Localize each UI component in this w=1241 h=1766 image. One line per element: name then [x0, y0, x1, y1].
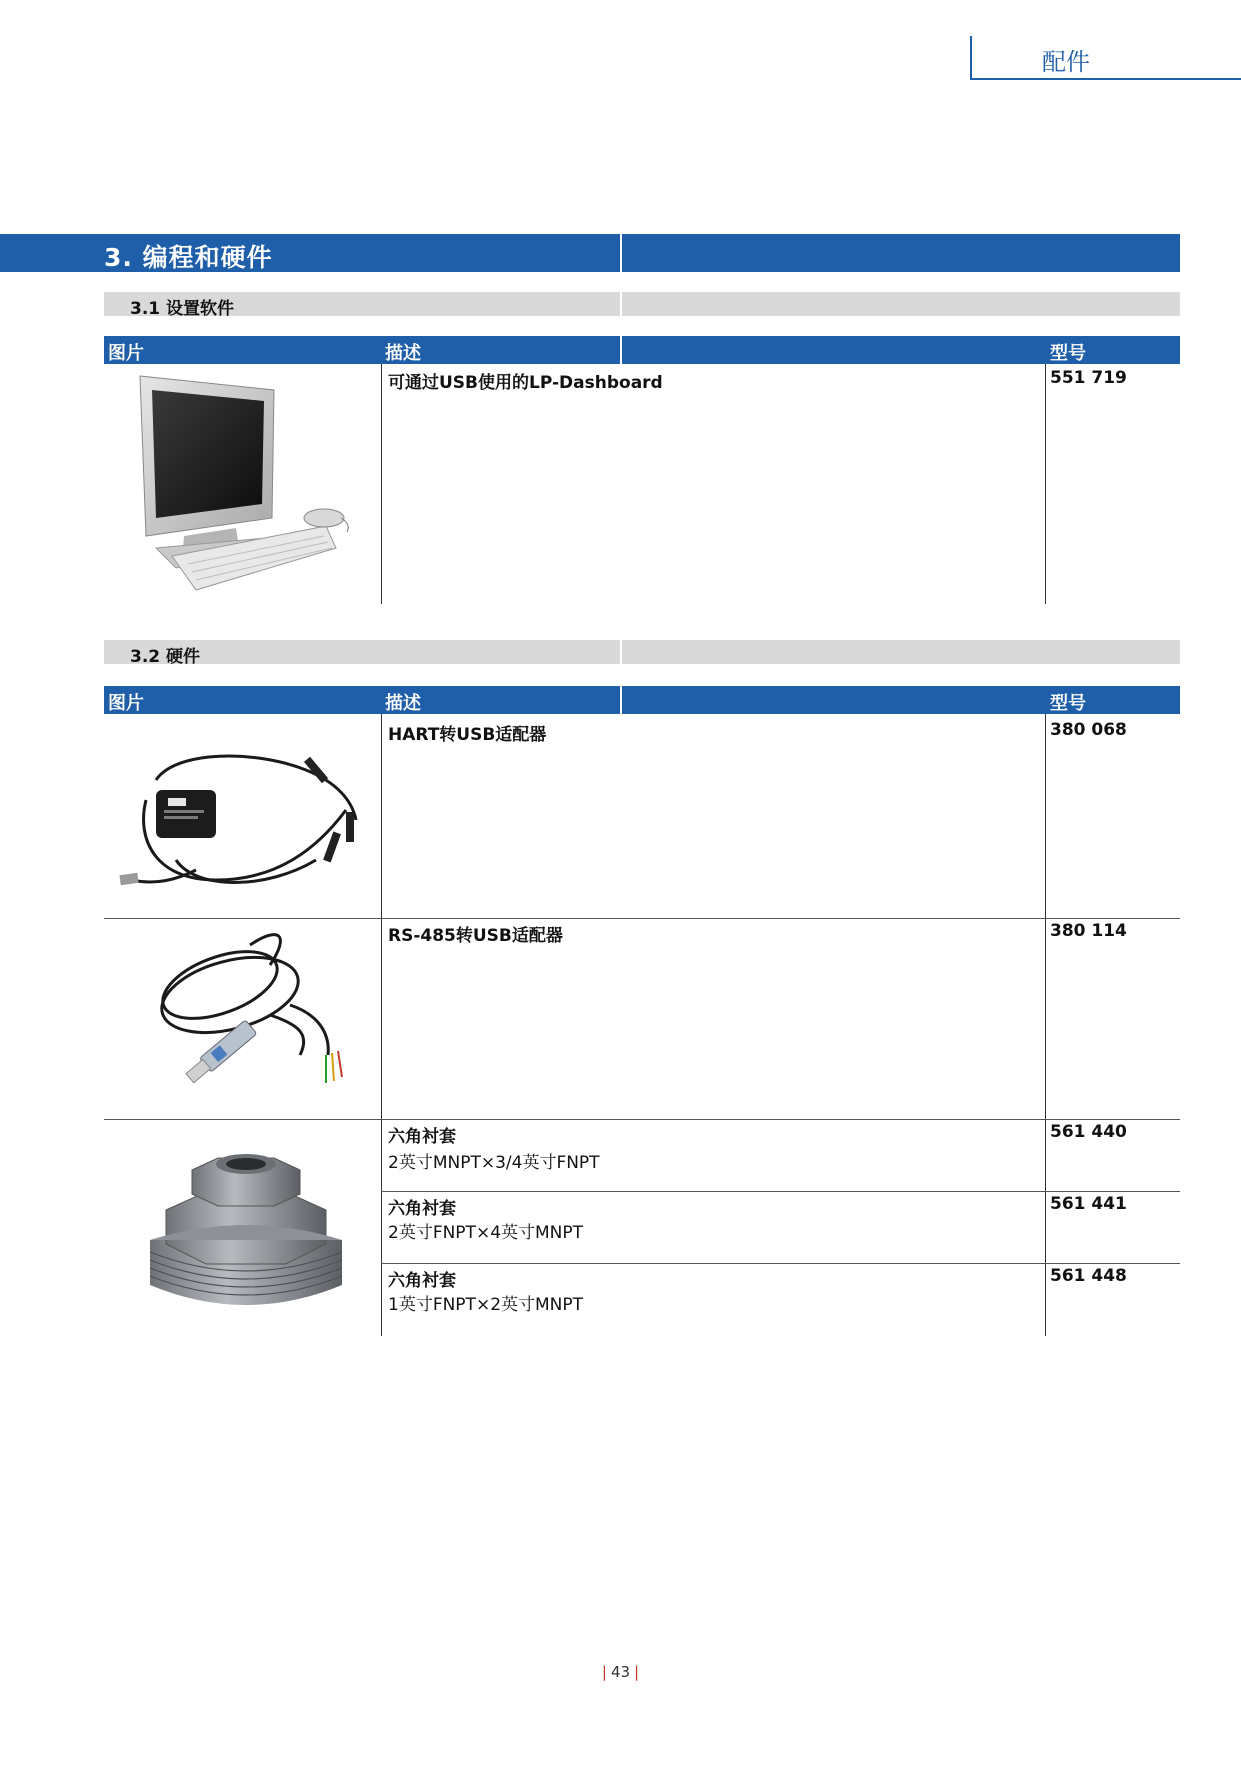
- header-title: 配件: [1042, 48, 1090, 76]
- subsection-title-hardware: 3.2 硬件: [130, 647, 201, 667]
- hardware-item-model: 380 114: [1050, 921, 1127, 941]
- table-row-separator: [104, 918, 1180, 919]
- section-bar-divider: [620, 234, 622, 272]
- column-header-description: 描述: [385, 693, 421, 714]
- hardware-item-model: 561 448: [1050, 1266, 1127, 1286]
- header-tab-vertical-line: [970, 36, 972, 80]
- subsection-bar-hardware: [104, 640, 1180, 664]
- hardware-item-model: 380 068: [1050, 720, 1127, 740]
- table-row-separator: [104, 1119, 1180, 1120]
- subsection-bar-software: [104, 292, 1180, 316]
- header-tab-horizontal-line: [970, 78, 1241, 80]
- hardware-item-description: RS-485转USB适配器: [388, 926, 563, 946]
- page-number-right-mark: |: [634, 1663, 640, 1681]
- table-column-line: [381, 714, 382, 1336]
- software-item-description: 可通过USB使用的LP-Dashboard: [388, 373, 663, 393]
- table-header-divider: [620, 336, 622, 364]
- usb-cable-image: [140, 925, 360, 1095]
- software-item-model: 551 719: [1050, 368, 1127, 388]
- column-header-model: 型号: [1050, 343, 1086, 364]
- column-header-picture: 图片: [108, 343, 144, 364]
- table-column-line: [1045, 714, 1046, 1336]
- subsection-bar-divider: [620, 292, 622, 316]
- computer-monitor-keyboard-image: [136, 368, 356, 598]
- column-header-model: 型号: [1050, 693, 1086, 714]
- section-title: 3. 编程和硬件: [104, 243, 273, 272]
- page-number-left-mark: |: [601, 1663, 607, 1681]
- page-number-value: 43: [610, 1663, 631, 1681]
- hardware-item-description: 六角衬套: [388, 1271, 456, 1291]
- hardware-item-model: 561 441: [1050, 1194, 1127, 1214]
- usb-adapter-cable-image: [116, 740, 366, 900]
- column-header-description: 描述: [385, 343, 421, 364]
- hardware-item-description: HART转USB适配器: [388, 725, 547, 745]
- table-row-separator: [381, 1191, 1180, 1192]
- subsection-bar-divider: [620, 640, 622, 664]
- hardware-item-description: 六角衬套: [388, 1127, 456, 1147]
- table-row-separator: [381, 1263, 1180, 1264]
- hardware-item-detail: 1英寸FNPT×2英寸MNPT: [388, 1295, 584, 1315]
- table-header-hardware: [104, 686, 1180, 714]
- hardware-item-detail: 2英寸FNPT×4英寸MNPT: [388, 1223, 584, 1243]
- table-column-line: [381, 364, 382, 604]
- table-header-software: [104, 336, 1180, 364]
- hardware-item-detail: 2英寸MNPT×3/4英寸FNPT: [388, 1153, 600, 1173]
- hardware-item-model: 561 440: [1050, 1122, 1127, 1142]
- page-number: [0, 1663, 1241, 1681]
- table-column-line: [1045, 364, 1046, 604]
- hex-bushing-image: [146, 1140, 346, 1320]
- hardware-item-description: 六角衬套: [388, 1199, 456, 1219]
- subsection-title-software: 3.1 设置软件: [130, 299, 235, 319]
- table-header-divider: [620, 686, 622, 714]
- column-header-picture: 图片: [108, 693, 144, 714]
